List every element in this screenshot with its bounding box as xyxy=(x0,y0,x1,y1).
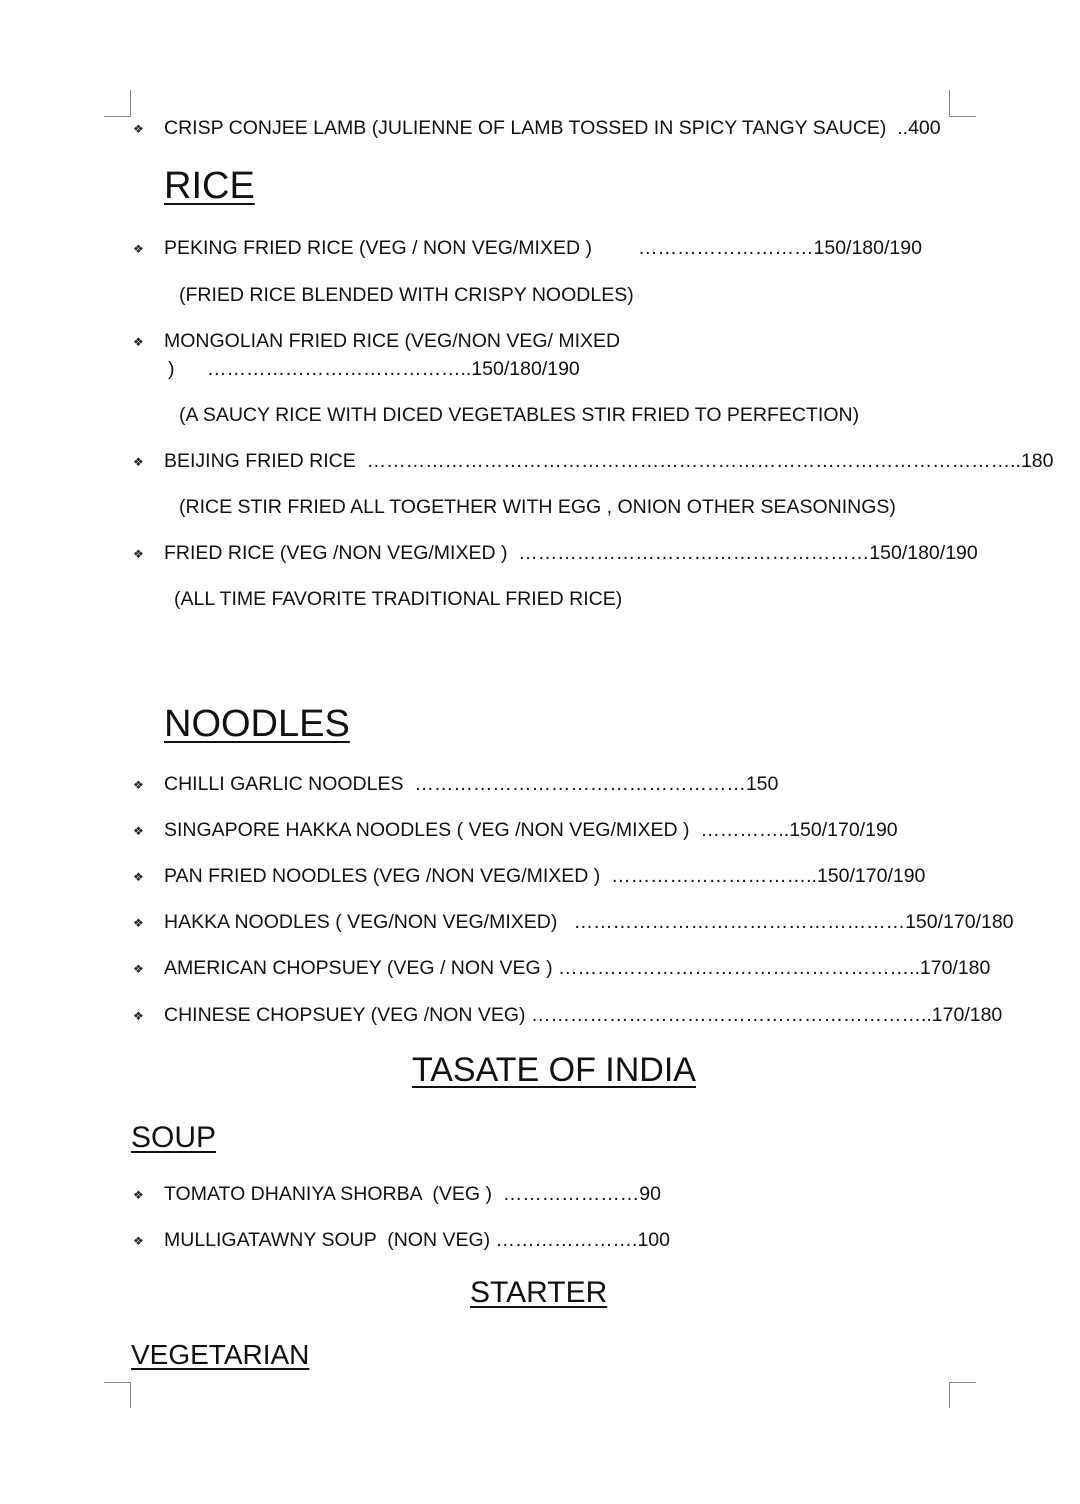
crop-mark-top-right-vertical xyxy=(949,90,950,116)
starter-heading: STARTER xyxy=(470,1276,608,1309)
diamond-bullet-icon: ❖ xyxy=(133,1009,144,1023)
crop-mark-bottom-right-horizontal xyxy=(949,1382,976,1383)
menu-item-peking-fried-rice: PEKING FRIED RICE (VEG / NON VEG/MIXED ) xyxy=(164,237,592,259)
diamond-bullet-icon: ❖ xyxy=(133,1188,144,1202)
menu-item-american-chopsuey: AMERICAN CHOPSUEY (VEG / NON VEG ) ………………………………………………..170/180 xyxy=(164,957,991,979)
crop-mark-bottom-left-vertical xyxy=(130,1382,131,1408)
crop-mark-bottom-left-horizontal xyxy=(104,1382,131,1383)
menu-item-description: (A SAUCY RICE WITH DICED VEGETABLES STIR FRIED TO PERFECTION) xyxy=(179,404,860,426)
menu-item-mulligatawny-soup: MULLIGATAWNY SOUP (NON VEG) ………………….100 xyxy=(164,1229,671,1251)
crop-mark-top-left-horizontal xyxy=(104,116,131,117)
rice-heading: RICE xyxy=(164,165,255,207)
soup-heading: SOUP xyxy=(131,1121,217,1154)
vegetarian-heading: VEGETARIAN xyxy=(131,1339,310,1370)
menu-item-pan-fried-noodles: PAN FRIED NOODLES (VEG /NON VEG/MIXED ) …………………………..150/170/190 xyxy=(164,865,926,887)
diamond-bullet-icon: ❖ xyxy=(133,916,144,930)
diamond-bullet-icon: ❖ xyxy=(133,242,144,256)
menu-item-mongolian-fried-rice-price: ) …………………………………..150/180/190 xyxy=(168,358,580,380)
menu-item-description: (FRIED RICE BLENDED WITH CRISPY NOODLES) xyxy=(179,284,634,306)
diamond-bullet-icon: ❖ xyxy=(133,962,144,976)
menu-item-chilli-garlic-noodles: CHILLI GARLIC NOODLES ……………………………………………150 xyxy=(164,773,779,795)
menu-item-description: (ALL TIME FAVORITE TRADITIONAL FRIED RICE) xyxy=(174,588,623,610)
menu-item-peking-fried-rice-price: ………………………150/180/190 xyxy=(638,237,922,259)
menu-item-chinese-chopsuey: CHINESE CHOPSUEY (VEG /NON VEG) ……………………………………………………..170/180 xyxy=(164,1004,1003,1026)
menu-item-description: (RICE STIR FRIED ALL TOGETHER WITH EGG , ONION OTHER SEASONINGS) xyxy=(179,496,896,518)
diamond-bullet-icon: ❖ xyxy=(133,455,144,469)
diamond-bullet-icon: ❖ xyxy=(133,122,144,136)
diamond-bullet-icon: ❖ xyxy=(133,824,144,838)
menu-item-hakka-noodles: HAKKA NOODLES ( VEG/NON VEG/MIXED) ……………………………………………150/170/180 xyxy=(164,911,1014,933)
diamond-bullet-icon: ❖ xyxy=(133,335,144,349)
noodles-heading: NOODLES xyxy=(164,703,350,745)
diamond-bullet-icon: ❖ xyxy=(133,778,144,792)
diamond-bullet-icon: ❖ xyxy=(133,1234,144,1248)
crop-mark-bottom-right-vertical xyxy=(949,1382,950,1408)
menu-item-tomato-dhaniya-shorba: TOMATO DHANIYA SHORBA (VEG ) …………………90 xyxy=(164,1183,661,1205)
menu-item-mongolian-fried-rice: MONGOLIAN FRIED RICE (VEG/NON VEG/ MIXED xyxy=(164,330,621,352)
diamond-bullet-icon: ❖ xyxy=(133,547,144,561)
diamond-bullet-icon: ❖ xyxy=(133,870,144,884)
menu-item-fried-rice: FRIED RICE (VEG /NON VEG/MIXED ) ………………………………………………150/180/190 xyxy=(164,542,978,564)
menu-item-crisp-conjee-lamb: CRISP CONJEE LAMB (JULIENNE OF LAMB TOSSED IN SPICY TANGY SAUCE) ..400 xyxy=(164,117,941,139)
menu-item-singapore-hakka-noodles: SINGAPORE HAKKA NOODLES ( VEG /NON VEG/MIXED ) …………..150/170/190 xyxy=(164,819,898,841)
taste-of-india-heading: TASATE OF INDIA xyxy=(412,1051,696,1089)
crop-mark-top-right-horizontal xyxy=(949,116,976,117)
crop-mark-top-left-vertical xyxy=(130,90,131,116)
menu-item-beijing-fried-rice: BEIJING FRIED RICE ………………………………………………………………………………………..180 xyxy=(164,450,1054,472)
